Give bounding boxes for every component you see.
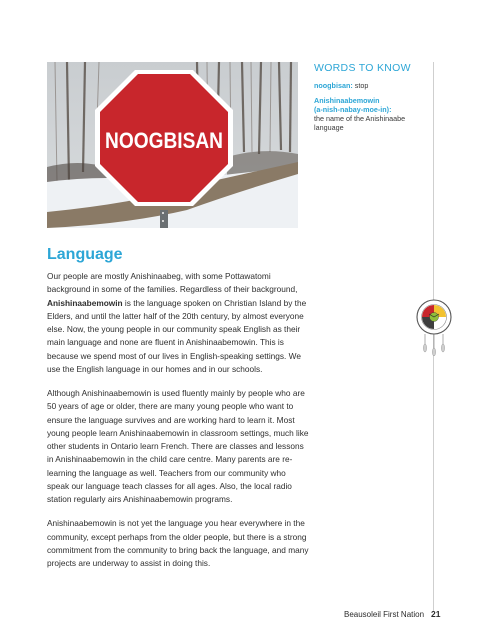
term-definition: the name of the Anishinaabe language — [314, 114, 406, 132]
stop-sign — [95, 70, 233, 206]
stop-sign-text: NOOGBISAN — [105, 128, 223, 153]
term-noogbisan — [314, 81, 426, 90]
term-word: noogbisan: — [314, 81, 353, 90]
paragraph-1-end: is the language spoken on Christian Island by the Elders, and until the latter half of the 20th century, by almost everyone else. Now, the young people in our community speak English as their main language and none are fluent in Anishinaabemowin. This is because we spend most of our lives in English-speaking settings. We use the English language in our homes and in our schools. — [47, 297, 307, 374]
paragraph-3: Anishinaabemowin is not yet the language you hear everywhere in the community, except perhaps from the older people, but there is a strong commitment from the community to bring back the language, and many projects are underway to assist in doing this. — [47, 518, 309, 568]
paragraph-1 — [47, 270, 309, 376]
section-heading: Language — [47, 246, 123, 263]
beausoleil-logo — [413, 298, 455, 356]
bold-term: Anishinaabemowin — [47, 297, 123, 308]
term-word: Anishinaabemowin — [314, 96, 380, 105]
article-body — [47, 270, 309, 581]
stop-sign-photo — [47, 62, 298, 228]
paragraph-1-start: Our people are mostly Anishinaabeg, with some Pottawatomi background in some of the families. Regardless of their background, — [47, 271, 298, 295]
page-number: 21 — [431, 609, 441, 619]
words-to-know-title: WORDS TO KNOW — [314, 62, 411, 74]
paragraph-2: Although Anishinaabemowin is used fluently mainly by people who are 50 years of age or older, there are many young people who want to ensure the language survives and are working hard to learn it. Most young people learn Anishinaabemowin in classroom settings, much like other students in Ontario learn French. There are classes and lessons in Anishinaabemowin in the child care centre. Many parents are re-learning the language as well. Teachers from our community who speak our language teach classes for all ages. Also, the local radio station regularly airs Anishinaabemowin programs. — [47, 388, 309, 504]
footer-publication: Beausoleil First Nation — [344, 610, 425, 619]
words-to-know-sidebar — [314, 62, 426, 138]
term-anishinaabemowin — [314, 96, 426, 132]
term-pronunciation: (a-nish-nabay-moe-in): — [314, 105, 392, 114]
term-definition: stop — [352, 81, 369, 90]
